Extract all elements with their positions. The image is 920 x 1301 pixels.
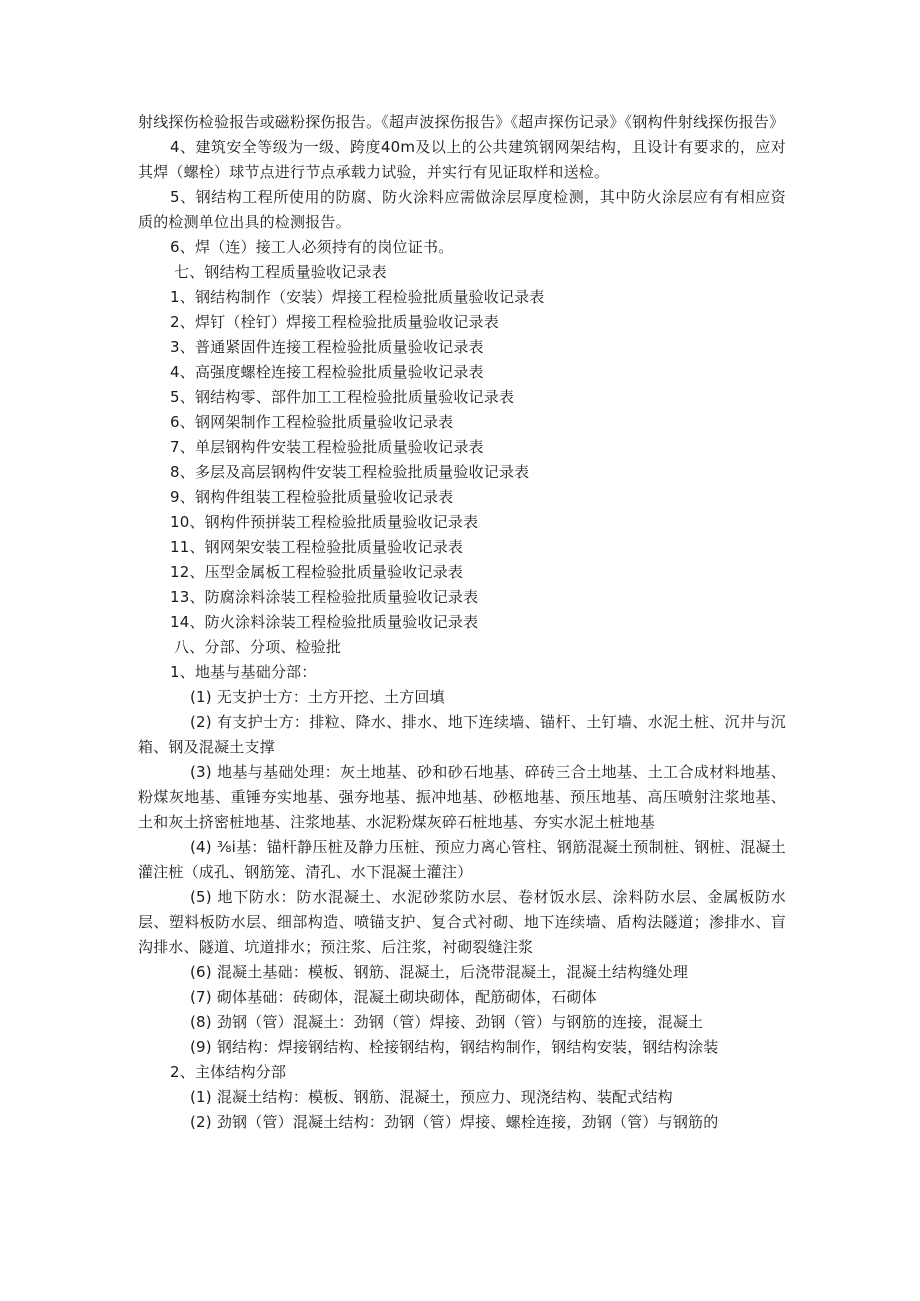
paragraph: 射线探伤检验报告或磁粉探伤报告。《超声波探伤报告》《超声探伤记录》《钢构件射线探伤报告》 <box>138 113 785 131</box>
paragraph: 1、钢结构制作（安装）焊接工程检验批质量验收记录表 <box>170 288 545 306</box>
paragraph: (7) 砌体基础：砖砌体，混凝土砌块砌体，配筋砌体，石砌体 <box>190 988 597 1006</box>
paragraph: 11、钢网架安装工程检验批质量验收记录表 <box>170 538 464 556</box>
paragraph: 5、钢结构工程所使用的防腐、防火涂料应需做涂层厚度检测，其中防火涂层应有有相应资质的检测单位出具的检测报告。 <box>138 188 786 231</box>
paragraph: 2、焊钉（栓钉）焊接工程检验批质量验收记录表 <box>170 313 499 331</box>
paragraph: 10、钢构件预拼装工程检验批质量验收记录表 <box>170 513 479 531</box>
paragraph: (3) 地基与基础处理：灰土地基、砂和砂石地基、碎砖三合土地基、土工合成材料地基、粉煤灰地基、重锤夯实地基、强夯地基、振冲地基、砂柩地基、预压地基、高压喷射注浆地基、土和灰土挤密桩地基、注浆地基、水泥粉煤灰碎石桩地基、夯实水泥土桩地基 <box>138 763 786 831</box>
paragraph: (4) ⅜i基：锚杆静压桩及静力压桩、预应力离心管柱、钢筋混凝土预制桩、钢桩、混凝土灌注桩（成孔、钢筋笼、清孔、水下混凝土灌注） <box>138 838 786 881</box>
paragraph: 5、钢结构零、部件加工工程检验批质量验收记录表 <box>170 388 515 406</box>
paragraph: (6) 混凝土基础：模板、钢筋、混凝土，后浇带混凝土，混凝土结构缝处理 <box>190 963 689 981</box>
paragraph: 八、分部、分项、检验批 <box>174 638 342 656</box>
paragraph: 13、防腐涂料涂装工程检验批质量验收记录表 <box>170 588 479 606</box>
paragraph: (2) 有支护士方：排粒、降水、排水、地下连续墙、锚杆、土钉墙、水泥土桩、沉井与沉箱、钢及混凝土支撑 <box>138 713 786 756</box>
document-body <box>138 110 786 1135</box>
paragraph: 1、地基与基础分部： <box>170 663 317 681</box>
paragraph: 8、多层及高层钢构件安装工程检验批质量验收记录表 <box>170 463 530 481</box>
paragraph: 6、钢网架制作工程检验批质量验收记录表 <box>170 413 454 431</box>
paragraph: (5) 地下防水：防水混凝土、水泥砂浆防水层、卷材饭水层、涂料防水层、金属板防水层、塑料板防水层、细部构造、喷锚支护、复合式衬砌、地下连续墙、盾构法隧道；渗排水、盲沟排水、隧道、坑道排水；预注浆、后注浆，衬砌裂缝注浆 <box>138 888 786 956</box>
paragraph: 3、普通紧固件连接工程检验批质量验收记录表 <box>170 338 484 356</box>
paragraph: (9) 钢结构：焊接钢结构、栓接钢结构，钢结构制作，钢结构安装，钢结构涂装 <box>190 1038 719 1056</box>
paragraph: 14、防火涂料涂装工程检验批质量验收记录表 <box>170 613 479 631</box>
paragraph: 12、压型金属板工程检验批质量验收记录表 <box>170 563 464 581</box>
paragraph: 4、高强度螺栓连接工程检验批质量验收记录表 <box>170 363 484 381</box>
paragraph: 4、建筑安全等级为一级、跨度40m及以上的公共建筑钢网架结构，且设计有要求的，应对其焊（螺栓）球节点进行节点承载力试验，并实行有见证取样和送检。 <box>138 138 786 181</box>
paragraph: (2) 劲钢（管）混凝土结构：劲钢（管）焊接、螺栓连接，劲钢（管）与钢筋的 <box>190 1113 719 1131</box>
paragraph: 7、单层钢构件安装工程检验批质量验收记录表 <box>170 438 484 456</box>
paragraph: (8) 劲钢（管）混凝土：劲钢（管）焊接、劲钢（管）与钢筋的连接，混凝土 <box>190 1013 704 1031</box>
paragraph: (1) 混凝土结构：模板、钢筋、混凝土，预应力、现浇结构、装配式结构 <box>190 1088 673 1106</box>
paragraph: 9、钢构件组装工程检验批质量验收记录表 <box>170 488 454 506</box>
paragraph: (1) 无支护士方：土方开挖、土方回填 <box>190 688 445 706</box>
paragraph: 七、钢结构工程质量验收记录表 <box>174 263 387 281</box>
paragraph: 2、主体结构分部 <box>170 1063 287 1081</box>
paragraph: 6、焊（连）接工人必须持有的岗位证书。 <box>170 238 454 256</box>
